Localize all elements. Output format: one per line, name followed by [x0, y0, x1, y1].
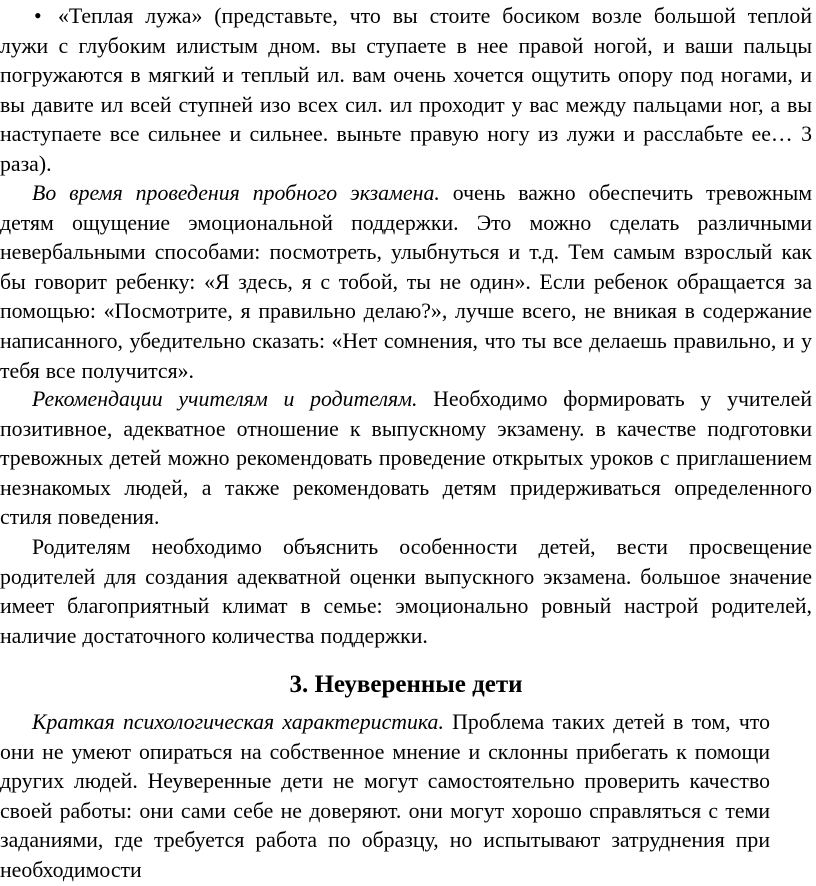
- paragraph-italic-lead: Рекомендации учителям и родителям.: [32, 387, 418, 411]
- paragraph-text: Проблема таких детей в том, что они не умеют опираться на собственное мнение и склонны прибегать к помощи других людей. Неуверенные дети не могут самостоятельно проверить качество своей работы: они сами себе не доверяют. они могут хорошо справляться с теми заданиями, где требуется работа по образцу, но испытывают затруднения при необходимости: [0, 710, 770, 882]
- paragraph-text: Родителям необходимо объяснить особенности детей, вести просвещение родителей для создания адекватной оценки выпускного экзамена. большое значение имеет благоприятный климат в семье: эмоционально ровный настрой родителей, наличие достаточного количества поддержки.: [0, 535, 812, 648]
- section-heading: 3. Неуверенные дети: [289, 671, 523, 698]
- bullet-icon: •: [34, 4, 42, 28]
- paragraph-text: «Теплая лужа» (представьте, что вы стоите босиком возле большой теплой лужи с глубоким илистым дном. вы ступаете в нее правой ногой, и ваши пальцы погружаются в мягкий и теплый ил. вам очень хочется ощутить опору под ногами, и вы давите ил всей ступней изо всех сил. ил проходит у вас между пальцами ног, а вы наступаете все сильнее и сильнее. выньте правую ногу из лужи и расслабьте ее… 3 раза).: [0, 4, 812, 176]
- paragraph-recommendations: [0, 385, 812, 533]
- paragraph-insecure-children: [0, 708, 770, 886]
- paragraph-text: очень важно обеспечить тревожным детям ощущение эмоциональной поддержки. Это можно сделать различными невербальными способами: посмотреть, улыбнуться и т.д. Тем самым взрослый как бы говорит ребенку: «Я здесь, я с тобой, ты не один». Если ребенок обращается за помощью: «Посмотрите, я правильно делаю?», лучше всего, не вникая в содержание написанного, убедительно сказать: «Нет сомнения, что ты все делаешь правильно, и у тебя все получится».: [0, 181, 813, 383]
- paragraph-text: Необходимо формировать у учителей позитивное, адекватное отношение к выпускному экзамену. в качестве подготовки тревожных детей можно рекомендовать проведение открытых уроков с приглашением незнакомых людей, а также рекомендовать детям придерживаться определенного стиля поведения.: [0, 387, 813, 530]
- paragraph-italic-lead: Во время проведения пробного экзамена.: [32, 181, 440, 205]
- paragraph-parents: [0, 533, 812, 651]
- paragraph-trial-exam: [0, 179, 812, 386]
- paragraph-italic-lead: Краткая психологическая характеристика.: [32, 710, 444, 734]
- bullet-paragraph-warm-puddle: [0, 2, 812, 180]
